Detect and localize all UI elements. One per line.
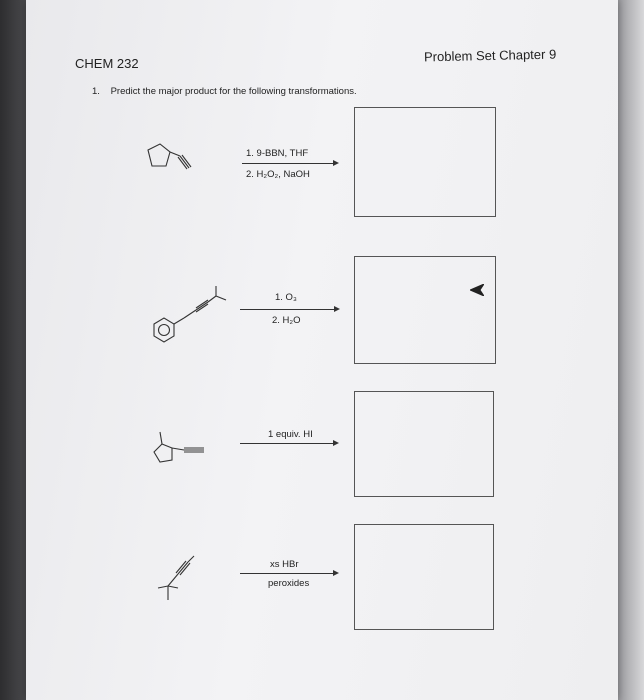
methyl-right [216, 296, 226, 300]
alkyne-stem [168, 574, 178, 586]
reaction-arrow-4 [240, 573, 334, 574]
terminal-bond [188, 556, 194, 562]
reactant-2-phenyl-alkyne [150, 282, 230, 342]
isopropyl-bond [208, 296, 216, 302]
mouse-cursor-icon [470, 284, 484, 296]
reaction-arrow-2 [240, 309, 335, 310]
question-text: Predict the major product for the following transformations. [110, 86, 357, 97]
reactant-4-tert-butyl-alkyne [152, 550, 202, 610]
reagent-2-line1: 1. O₃ [275, 292, 297, 303]
reactant-1-cyclopentyl-alkyne [140, 138, 200, 188]
answer-box-3[interactable] [354, 391, 494, 497]
problem-set-title: Problem Set Chapter 9 [423, 46, 557, 65]
triple-bond-b [196, 300, 208, 308]
quaternary-left [158, 586, 168, 588]
ch2-alkyne-bond [184, 310, 196, 318]
triple-bond-c [196, 304, 208, 312]
reagent-2-line2: 2. H₂O [272, 315, 301, 326]
course-label: CHEM 232 [75, 56, 139, 71]
reagent-3-line1: 1 equiv. HI [268, 429, 313, 440]
reaction-arrow-1 [242, 163, 334, 164]
benzene-ring [154, 318, 174, 342]
answer-box-1[interactable] [354, 107, 496, 217]
desk-background-right [618, 0, 644, 700]
reactant-3-cyclopentyl-alkyne [148, 426, 218, 470]
triple-bond-a [196, 302, 208, 310]
reagent-1-line2: 2. H₂O₂, NaOH [246, 169, 310, 180]
ring-ch2-bond [174, 318, 184, 324]
reagent-4-line1: xs HBr [270, 559, 299, 570]
answer-box-4[interactable] [354, 524, 494, 630]
reaction-arrow-3 [240, 443, 334, 444]
worksheet-page [26, 0, 618, 700]
cyclopentane-ring [148, 144, 170, 166]
desk-background-left [0, 0, 26, 700]
benzene-aromatic-circle [159, 325, 170, 336]
question-prompt [92, 86, 357, 97]
reagent-4-line2: peroxides [268, 578, 310, 589]
question-number: 1. [92, 86, 100, 97]
answer-box-2[interactable] [354, 256, 496, 364]
methyl-substituent [160, 432, 162, 444]
ring-alkyne-bond [172, 448, 184, 450]
reagent-1-line1: 1. 9-BBN, THF [246, 148, 309, 159]
quaternary-right [168, 586, 178, 588]
cyclopentane-ring [154, 444, 172, 462]
ch2-bond [170, 152, 180, 156]
